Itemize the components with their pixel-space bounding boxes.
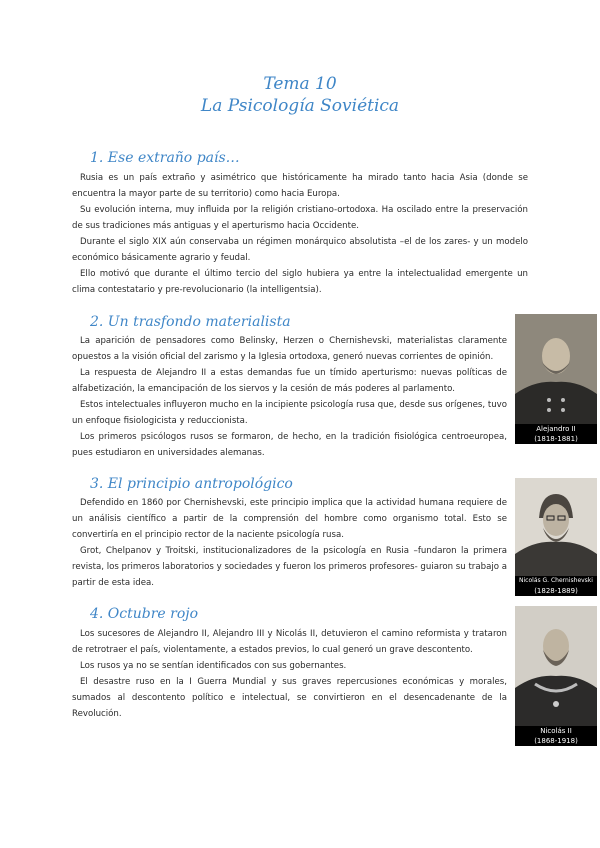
page-title: Tema 10 — [263, 74, 337, 94]
page-subtitle: La Psicología Soviética — [200, 96, 400, 116]
paragraph: Los rusos ya no se sentían identificados con sus gobernantes. — [80, 661, 347, 671]
caption-years: (1828-1889) — [534, 587, 578, 595]
section-heading-4: 4. Octubre rojo — [90, 606, 199, 622]
caption-years: (1868-1918) — [534, 737, 578, 745]
section-1-body — [72, 170, 528, 298]
section-heading-3: 3. El principio antropológico — [90, 476, 293, 492]
portrait-chernishevski — [515, 478, 597, 576]
portrait-alejandro-ii — [515, 314, 597, 424]
section-4-body — [72, 626, 507, 722]
paragraph: Los primeros psicólogos rusos se formaron, de hecho, en la tradición fisiológica centroeuropea, pues estudiaron en universidades alemanas. — [72, 432, 507, 458]
caption-name: Alejandro II — [536, 425, 576, 433]
section-heading-1: 1. Ese extraño país… — [90, 150, 240, 166]
portrait-image-icon — [515, 606, 597, 726]
caption-name: Nicolás II — [540, 727, 572, 735]
caption-nicolas-ii — [515, 726, 597, 746]
portrait-image-icon — [515, 478, 597, 576]
paragraph: Ello motivó que durante el último tercio del siglo hubiera ya entre la intelectualidad emergente un clima contestatario y pre-revolucionario (la intelligentsia). — [72, 269, 528, 295]
caption-chernishevski — [515, 576, 597, 596]
paragraph: Rusia es un país extraño y asimétrico que históricamente ha mirado tanto hacia Asia (donde se encuentra la mayor parte de su territorio) como hacia Europa. — [72, 173, 528, 199]
paragraph: Estos intelectuales influyeron mucho en la incipiente psicología rusa que, desde sus orígenes, tuvo un enfoque fisiologicista y reduccionista. — [72, 400, 507, 426]
paragraph: Los sucesores de Alejandro II, Alejandro III y Nicolás II, detuvieron el camino reformista y trataron de retrotraer el país, violentamente, a estados previos, lo cual generó un grave descontento. — [72, 629, 507, 655]
section-heading-2: 2. Un trasfondo materialista — [90, 314, 291, 330]
paragraph: La respuesta de Alejandro II a estas demandas fue un tímido aperturismo: nuevas políticas de alfabetización, la emancipación de los siervos y la cesión de más poderes al parlamento. — [72, 368, 507, 394]
paragraph: Defendido en 1860 por Chernishevski, este principio implica que la actividad humana requiere de un análisis científico a partir de la comprensión del hombre como organismo total. Esto se convertiría en el principio rector de la naciente psicología rusa. — [72, 498, 507, 540]
caption-alejandro-ii — [515, 424, 597, 444]
paragraph: El desastre ruso en la I Guerra Mundial y sus graves repercusiones económicas y morales, sumados al descontento político e intelectual, se convirtieron en el desencadenante de la Revolución. — [72, 677, 507, 719]
caption-years: (1818-1881) — [534, 435, 578, 443]
paragraph: Su evolución interna, muy influida por la religión cristiano-ortodoxa. Ha oscilado entre la preservación de sus tradiciones más antiguas y el aperturismo hacia Occidente. — [72, 205, 528, 231]
paragraph: Grot, Chelpanov y Troitski, institucionalizadores de la psicología en Rusia –fundaron la primera revista, los primeros laboratorios y sociedades y fueron los primeros profesores- guiaron su trabajo a partir de esta idea. — [72, 546, 507, 588]
paragraph: La aparición de pensadores como Belinsky, Herzen o Chernishevski, materialistas claramente opuestos a la visión oficial del zarismo y la Iglesia ortodoxa, generó nuevas corrientes de opinión. — [72, 336, 507, 362]
section-2-body — [72, 333, 507, 461]
portrait-nicolas-ii — [515, 606, 597, 726]
portrait-image-icon — [515, 314, 597, 424]
caption-name: Nicolás G. Chernishevski — [519, 577, 593, 584]
paragraph: Durante el siglo XIX aún conservaba un régimen monárquico absolutista –el de los zares- y un modelo económico básicamente agrario y feudal. — [72, 237, 528, 263]
section-3-body — [72, 495, 507, 591]
